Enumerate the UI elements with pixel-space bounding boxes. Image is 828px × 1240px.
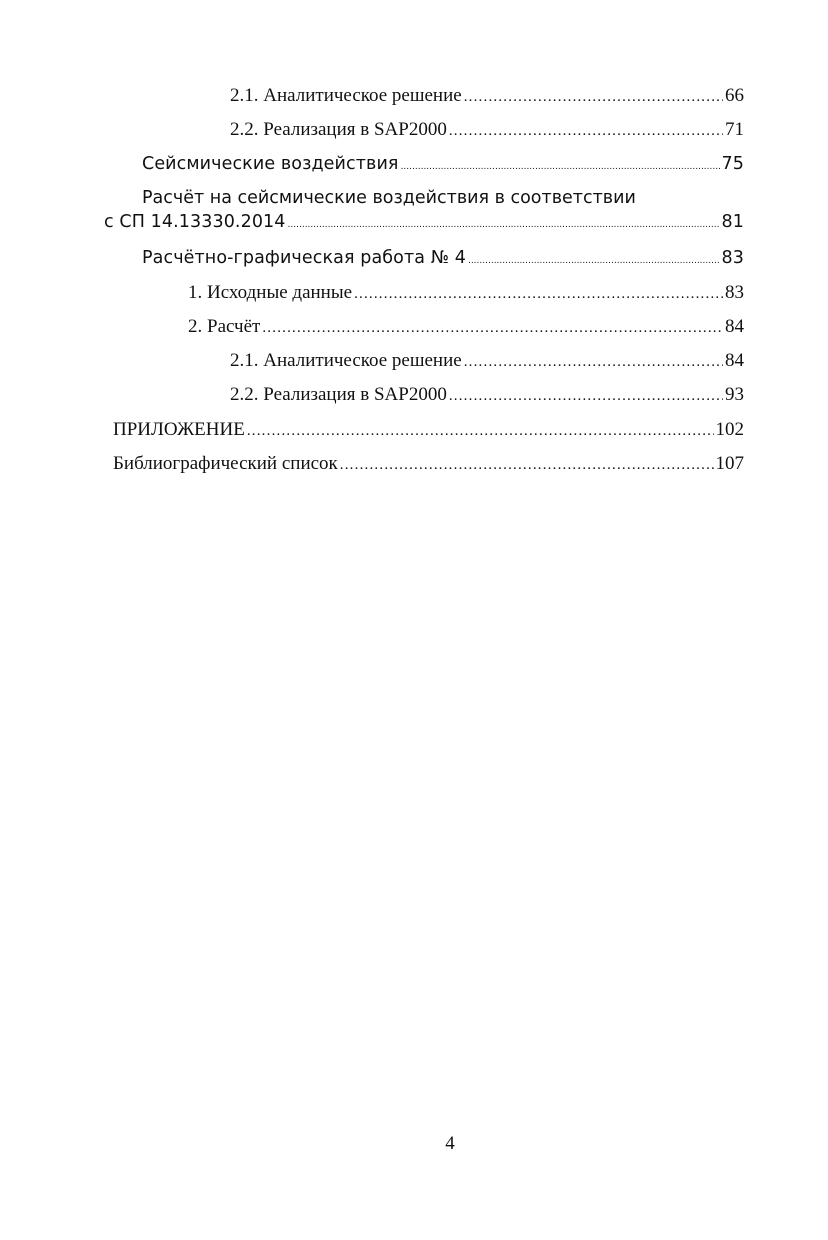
toc-entry-title: Расчётно-графическая работа № 4 [142, 248, 466, 268]
toc-leader-dots [449, 119, 723, 143]
page-number: 4 [445, 1133, 455, 1154]
toc-leader-dots [401, 155, 720, 179]
toc-entry-page: 81 [721, 212, 744, 232]
toc-entry-page: 83 [721, 248, 744, 268]
toc-entry [230, 349, 744, 374]
toc-entry-page: 102 [715, 419, 744, 440]
toc-entry-title: с СП 14.13330.2014 [104, 212, 286, 232]
toc-entry [188, 281, 744, 306]
toc-entry-title: 2.1. Аналитическое решение [230, 350, 462, 371]
toc-entry-page: 84 [725, 316, 744, 337]
toc-leader-dots [288, 213, 720, 237]
toc-leader-dots [468, 249, 720, 273]
toc-entry-title: Библиографический список [113, 453, 338, 474]
toc-leader-dots [247, 419, 714, 443]
toc-entry-page: 84 [725, 350, 744, 371]
toc-entry-title: 2.2. Реализация в SAP2000 [230, 119, 447, 140]
toc-leader-dots [449, 384, 723, 408]
toc-entry-title-line1: Расчёт на сейсмические воздействия в соответствии [142, 188, 636, 208]
toc-leader-dots [464, 350, 723, 374]
toc-entry [113, 452, 744, 477]
toc-entry [113, 418, 744, 443]
toc-entry [230, 84, 744, 109]
toc-entry-page: 66 [725, 85, 744, 106]
toc-leader-dots [262, 316, 723, 340]
toc-entry-title: ПРИЛОЖЕНИЕ [113, 419, 245, 440]
toc-entry-page: 75 [721, 154, 744, 174]
toc-entry [230, 383, 744, 408]
toc-entry-page: 107 [715, 453, 744, 474]
toc-entry-title: Сейсмические воздействия [142, 154, 399, 174]
toc-leader-dots [340, 453, 714, 477]
toc-entry [188, 315, 744, 340]
toc-leader-dots [354, 282, 723, 306]
toc-entry [142, 246, 744, 273]
toc-leader-dots [464, 85, 723, 109]
toc-entry-page: 93 [725, 384, 744, 405]
toc-entry-title: 1. Исходные данные [188, 282, 353, 303]
toc-entry-title: 2. Расчёт [188, 316, 261, 337]
toc-entry-page: 71 [725, 119, 744, 140]
toc-entry-page: 83 [725, 282, 744, 303]
toc-entry-title: 2.1. Аналитическое решение [230, 85, 462, 106]
toc-entry [142, 152, 744, 179]
toc-entry-title: 2.2. Реализация в SAP2000 [230, 384, 447, 405]
toc-entry [230, 118, 744, 143]
toc-entry [104, 210, 744, 237]
